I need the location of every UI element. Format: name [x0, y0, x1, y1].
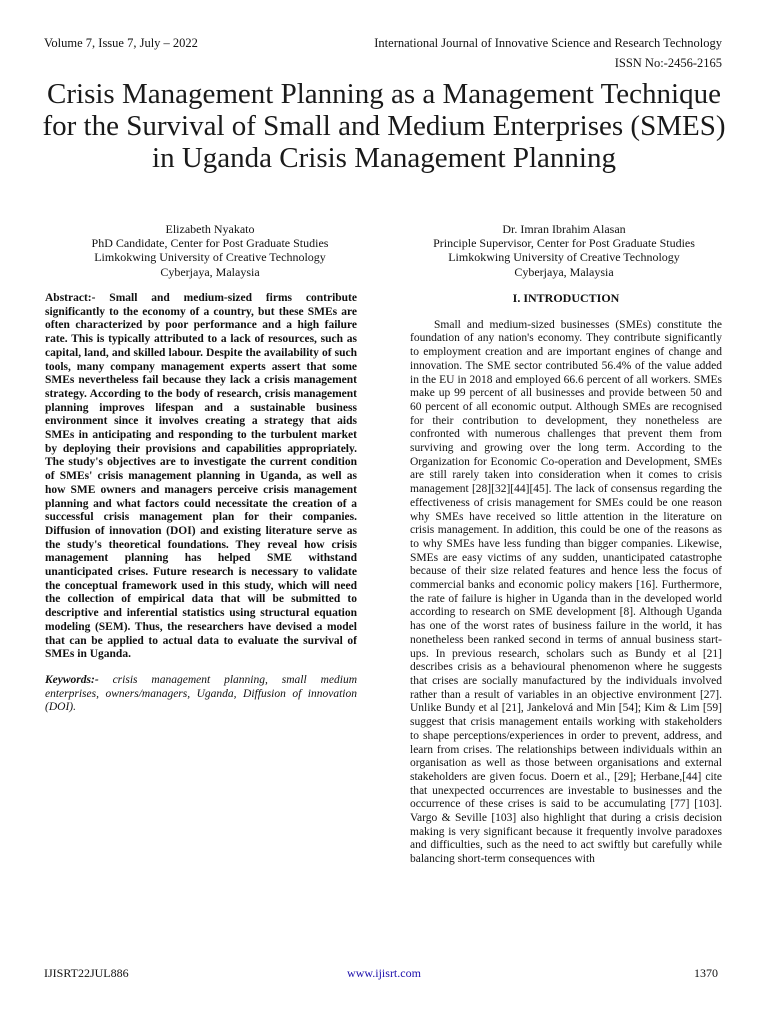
author-name: Dr. Imran Ibrahim Alasan	[502, 222, 626, 236]
introduction-text: Small and medium-sized businesses (SMEs) constitute the foundation of any nation's economy. They contribute significantly to employment creation and are important engines of change and innovation. The SME sector contributed 56.4% of the value added in the EU in 2018 and employed 66.6 percent of all workers. SMEs make up 99 percent of all businesses and provide between 50 and 60 percent of all economic output. Although SMEs are recognised for their contribution to development, they nonetheless are confronted with numerous challenges that prevent them from surviving and growing over the long term. According to the Organization for Economic Co-operation and Development, SMEs are still rarely taken into consideration when it comes to crisis management [28][32][44][45]. The lack of consensus regarding the effectiveness of crisis management for SMEs could be one reason why SMEs have received so little attention in the literature on crisis management. In addition, this could be one of the reasons as to why SMEs have less funding than bigger companies. Likewise, SMEs are easy victims of any sudden, unanticipated catastrophe because of their size related features and hence less the focus of commercial banks and economic policy makers [16]. Furthermore, the rate of failure is higher in Uganda than in the developed world according to research on SME development [8]. Although Uganda has one of the worst rates of business failure in the world, it has nonetheless been ranked second in terms of annual business start-ups. In previous research, scholars such as Bundy et al [21] describes crisis as a behavioural phenomenon where he suggests that crises are socially manufactured by the individuals involved rather than a result of variables in an objective environment [27]. Unlike Bundy et al [21], Jankelová and Min [54]; Kim & Lim [59] suggest that crisis management entails working with stakeholders to shape perceptions/experiences in order to prevent, address, and learn from crises. The relationships between individuals within an organisation as well as those between organisations and external stakeholders are given focus. Doern et al., [29]; Herbane,[44] cite that unexpected occurrences are investable to businesses and the occurrence of these crises is said to be accumulating [77] [103]. Vargo & Seville [103] also highlight that during a crisis decision making is very significant because it frequently involve paradoxes and difficulties, such as the need to act swiftly but carefully while balancing short-term consequences with	[410, 318, 722, 866]
journal-url-link[interactable]: www.ijisrt.com	[347, 966, 421, 980]
abstract: Abstract:- Small and medium-sized firms contribute significantly to the economy of a country, but these SMEs are often characterized by poor performance and a high failure rate. This is typically attributed to a lack of resources, such as capital, land, and skilled labour. Despite the availability of such tools, many company management experts assert that some SMEs nevertheless fail because they lack a crisis management strategy. According to the body of research, crisis management planning improves lifespan and a sustainable business environment since it involves creating a strategy that aids SMEs in anticipating and responding to the turbulent market by deploying their provisions and capabilities appropriately. The study's objectives are to investigate the current condition of SMEs' crisis management planning in Uganda, as well as how SME owners and managers perceive crisis management planning and what factors could necessitate the creation of a successful crisis management plan for their companies. Diffusion of innovation (DOI) and existing literature serve as the study's theoretical foundations. They reveal how crisis management planning has helped SME withstand unanticipated crises. Future research is necessary to validate the conceptual framework used in this study, which will need the collection of empirical data that will be submitted to descriptive and inferential statistics using structural equation modeling (SEM). Thus, the researchers have devised a model that can be applied to actual data to evaluate the survival of SMEs in Uganda.	[45, 292, 357, 661]
issn: ISSN No:-2456-2165	[614, 56, 722, 70]
section-heading-introduction: I. INTRODUCTION	[512, 291, 620, 305]
paper-title: Crisis Management Planning as a Management Technique for the Survival of Small and Medium Enterprises (SMES) in Uganda Crisis Management Planning	[42, 78, 726, 174]
volume-issue: Volume 7, Issue 7, July – 2022	[44, 36, 198, 50]
author-role: Principle Supervisor, Center for Post Graduate Studies	[433, 236, 695, 251]
page-number: 1370	[694, 966, 718, 980]
keywords	[45, 674, 357, 715]
journal-name: International Journal of Innovative Science and Research Technology	[374, 36, 722, 50]
author-location: Cyberjaya, Malaysia	[160, 264, 260, 279]
journal-url-wrapper	[0, 966, 768, 981]
right-column	[410, 292, 722, 867]
keywords-label: Keywords:-	[45, 673, 99, 686]
author-block-1	[40, 222, 380, 279]
author-institution: Limkokwing University of Creative Technology	[94, 250, 326, 265]
paper-id: IJISRT22JUL886	[44, 966, 129, 980]
author-role: PhD Candidate, Center for Post Graduate Studies	[91, 236, 329, 251]
author-name: Elizabeth Nyakato	[165, 222, 255, 236]
keywords-text: crisis management planning, small medium enterprises, owners/managers, Uganda, Diffusion of innovation (DOI).	[45, 673, 357, 714]
author-location: Cyberjaya, Malaysia	[514, 264, 614, 279]
left-column	[45, 292, 357, 715]
author-institution: Limkokwing University of Creative Technology	[448, 250, 680, 265]
author-block-2	[394, 222, 734, 279]
